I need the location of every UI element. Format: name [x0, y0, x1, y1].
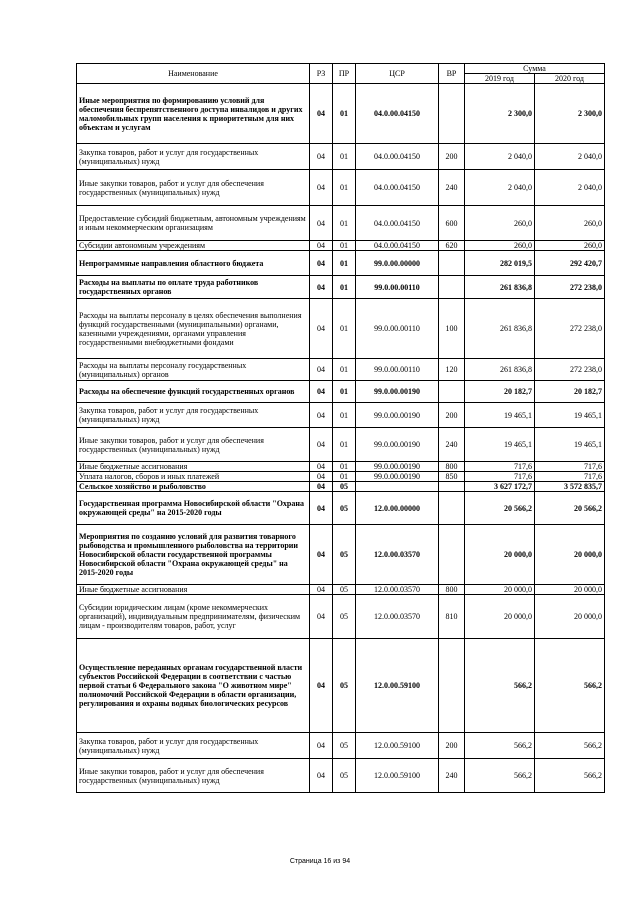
- row-sum-2020: 3 572 835,7: [535, 482, 605, 492]
- row-sum-2020: 272 238,0: [535, 276, 605, 299]
- row-vr: [439, 525, 465, 585]
- row-rz: 04: [310, 299, 333, 359]
- budget-table: [76, 63, 605, 793]
- header-sum: Сумма: [465, 64, 605, 74]
- row-vr: 600: [439, 206, 465, 241]
- row-name: Закупка товаров, работ и услуг для государственных (муниципальных) нужд: [77, 403, 310, 428]
- row-sum-2020: 717,6: [535, 462, 605, 472]
- row-name: Мероприятия по созданию условий для развития товарного рыбоводства и промышленного рыболовства на территории Новосибирской области государственной программы Новосибирской области "Охрана окружающей среды" на 2015-2020 годы: [77, 525, 310, 585]
- row-csr: 12.0.00.59100: [356, 759, 439, 793]
- table-row: [77, 639, 605, 733]
- row-csr: 04.0.00.04150: [356, 84, 439, 144]
- row-csr: 99.0.00.00190: [356, 462, 439, 472]
- row-sum-2020: 566,2: [535, 639, 605, 733]
- row-csr: 99.0.00.00190: [356, 403, 439, 428]
- row-sum-2020: 20 182,7: [535, 381, 605, 403]
- row-name: Закупка товаров, работ и услуг для государственных (муниципальных) нужд: [77, 733, 310, 759]
- row-sum-2019: 566,2: [465, 759, 535, 793]
- row-vr: 620: [439, 241, 465, 251]
- row-pr: 01: [333, 206, 356, 241]
- row-rz: 04: [310, 639, 333, 733]
- row-rz: 04: [310, 525, 333, 585]
- row-name: Расходы на обеспечение функций государственных органов: [77, 381, 310, 403]
- row-rz: 04: [310, 733, 333, 759]
- row-sum-2019: 261 836,8: [465, 359, 535, 381]
- row-pr: 05: [333, 525, 356, 585]
- header-rz: РЗ: [310, 64, 333, 84]
- row-vr: [439, 251, 465, 276]
- row-csr: 99.0.00.00110: [356, 276, 439, 299]
- row-name: Уплата налогов, сборов и иных платежей: [77, 472, 310, 482]
- row-sum-2019: 717,6: [465, 462, 535, 472]
- row-sum-2019: 19 465,1: [465, 428, 535, 462]
- row-pr: 01: [333, 276, 356, 299]
- row-pr: 01: [333, 241, 356, 251]
- row-vr: [439, 381, 465, 403]
- row-sum-2020: 272 238,0: [535, 299, 605, 359]
- row-name: Непрограммные направления областного бюджета: [77, 251, 310, 276]
- row-sum-2019: 566,2: [465, 733, 535, 759]
- row-sum-2020: 272 238,0: [535, 359, 605, 381]
- table-row: [77, 381, 605, 403]
- row-sum-2020: 20 000,0: [535, 525, 605, 585]
- row-pr: 01: [333, 381, 356, 403]
- row-vr: 240: [439, 428, 465, 462]
- row-name: Иные закупки товаров, работ и услуг для обеспечения государственных (муниципальных) нужд: [77, 759, 310, 793]
- row-vr: 200: [439, 733, 465, 759]
- table-row: [77, 144, 605, 170]
- row-sum-2020: 566,2: [535, 733, 605, 759]
- row-rz: 04: [310, 144, 333, 170]
- table-row: [77, 759, 605, 793]
- row-vr: 120: [439, 359, 465, 381]
- row-vr: [439, 84, 465, 144]
- row-sum-2019: 282 019,5: [465, 251, 535, 276]
- table-row: [77, 206, 605, 241]
- row-csr: 04.0.00.04150: [356, 144, 439, 170]
- row-sum-2020: 2 300,0: [535, 84, 605, 144]
- header-name: Наименование: [77, 64, 310, 84]
- row-name: Субсидии юридическим лицам (кроме некоммерческих организаций), индивидуальным предпринимателям, физическим лицам - производителям товаров, работ, услуг: [77, 595, 310, 639]
- row-sum-2020: 2 040,0: [535, 144, 605, 170]
- row-rz: 04: [310, 206, 333, 241]
- table-row: [77, 472, 605, 482]
- row-csr: 99.0.00.00000: [356, 251, 439, 276]
- table-body: [77, 84, 605, 793]
- row-name: Расходы на выплаты по оплате труда работников государственных органов: [77, 276, 310, 299]
- row-vr: [439, 492, 465, 525]
- row-csr: 12.0.00.59100: [356, 639, 439, 733]
- row-rz: 04: [310, 170, 333, 206]
- row-vr: 800: [439, 585, 465, 595]
- row-sum-2020: 717,6: [535, 472, 605, 482]
- row-sum-2019: 566,2: [465, 639, 535, 733]
- row-csr: 04.0.00.04150: [356, 170, 439, 206]
- row-vr: [439, 276, 465, 299]
- table-row: [77, 84, 605, 144]
- table-row: [77, 595, 605, 639]
- table-row: [77, 403, 605, 428]
- row-csr: 04.0.00.04150: [356, 241, 439, 251]
- row-rz: 04: [310, 482, 333, 492]
- row-pr: 05: [333, 482, 356, 492]
- row-rz: 04: [310, 359, 333, 381]
- row-pr: 05: [333, 759, 356, 793]
- table-row: [77, 241, 605, 251]
- table-row: [77, 482, 605, 492]
- row-name: Иные бюджетные ассигнования: [77, 462, 310, 472]
- row-csr: 99.0.00.00190: [356, 472, 439, 482]
- row-sum-2020: 19 465,1: [535, 428, 605, 462]
- row-sum-2020: 20 000,0: [535, 585, 605, 595]
- row-vr: 850: [439, 472, 465, 482]
- row-vr: [439, 482, 465, 492]
- row-rz: 04: [310, 595, 333, 639]
- page-footer: Страница 16 из 94: [289, 858, 351, 865]
- row-csr: 12.0.00.59100: [356, 733, 439, 759]
- row-name: Расходы на выплаты персоналу в целях обеспечения выполнения функций государственными (муниципальными) органами, казенными учреждениями, органами управления государственными внебюджетными фондами: [77, 299, 310, 359]
- row-csr: 12.0.00.00000: [356, 492, 439, 525]
- row-rz: 04: [310, 585, 333, 595]
- row-rz: 04: [310, 472, 333, 482]
- row-pr: 01: [333, 472, 356, 482]
- row-sum-2019: 20 182,7: [465, 381, 535, 403]
- table-row: [77, 299, 605, 359]
- row-sum-2020: 260,0: [535, 241, 605, 251]
- row-sum-2020: 20 566,2: [535, 492, 605, 525]
- row-sum-2020: 19 465,1: [535, 403, 605, 428]
- table-row: [77, 359, 605, 381]
- row-name: Иные мероприятия по формированию условий для обеспечения беспрепятственного доступа инвалидов и других маломобильных групп населения к приоритетным для них объектам и услугам: [77, 84, 310, 144]
- row-sum-2019: 19 465,1: [465, 403, 535, 428]
- row-sum-2019: 261 836,8: [465, 276, 535, 299]
- row-rz: 04: [310, 462, 333, 472]
- row-sum-2019: 2 040,0: [465, 144, 535, 170]
- row-name: Иные закупки товаров, работ и услуг для обеспечения государственных (муниципальных) нужд: [77, 170, 310, 206]
- row-rz: 04: [310, 276, 333, 299]
- row-sum-2019: 260,0: [465, 206, 535, 241]
- table-row: [77, 251, 605, 276]
- row-sum-2019: 20 000,0: [465, 525, 535, 585]
- table-row: [77, 585, 605, 595]
- row-vr: 200: [439, 403, 465, 428]
- row-pr: 01: [333, 428, 356, 462]
- row-csr: 99.0.00.00190: [356, 381, 439, 403]
- header-year-2020: 2020 год: [535, 74, 605, 84]
- row-sum-2019: 2 300,0: [465, 84, 535, 144]
- table-row: [77, 492, 605, 525]
- row-csr: 99.0.00.00190: [356, 428, 439, 462]
- row-sum-2019: 261 836,8: [465, 299, 535, 359]
- row-pr: 01: [333, 403, 356, 428]
- row-rz: 04: [310, 428, 333, 462]
- row-vr: 100: [439, 299, 465, 359]
- row-name: Иные закупки товаров, работ и услуг для обеспечения государственных (муниципальных) нужд: [77, 428, 310, 462]
- row-name: Субсидии автономным учреждениям: [77, 241, 310, 251]
- row-name: Осуществление переданных органам государственной власти субъектов Российской Федерации в соответствии с частью первой статьи 6 Федерального закона "О животном мире" полномочий Российской Федерации в области организации, регулирования и охраны водных биологических ресурсов: [77, 639, 310, 733]
- row-name: Сельское хозяйство и рыболовство: [77, 482, 310, 492]
- row-name: Государственная программа Новосибирской области "Охрана окружающей среды" на 2015-2020 годы: [77, 492, 310, 525]
- row-csr: 99.0.00.00110: [356, 299, 439, 359]
- row-pr: 05: [333, 733, 356, 759]
- table-row: [77, 733, 605, 759]
- row-rz: 04: [310, 403, 333, 428]
- header-year-2019: 2019 год: [465, 74, 535, 84]
- table-row: [77, 428, 605, 462]
- row-sum-2019: 260,0: [465, 241, 535, 251]
- row-csr: 12.0.00.03570: [356, 595, 439, 639]
- row-pr: 01: [333, 462, 356, 472]
- table-row: [77, 276, 605, 299]
- row-sum-2020: 2 040,0: [535, 170, 605, 206]
- header-vr: ВР: [439, 64, 465, 84]
- row-csr: 12.0.00.03570: [356, 585, 439, 595]
- table-row: [77, 525, 605, 585]
- row-rz: 04: [310, 251, 333, 276]
- row-rz: 04: [310, 759, 333, 793]
- row-rz: 04: [310, 381, 333, 403]
- row-rz: 04: [310, 84, 333, 144]
- row-pr: 01: [333, 251, 356, 276]
- row-vr: 240: [439, 759, 465, 793]
- row-sum-2019: 20 000,0: [465, 595, 535, 639]
- row-sum-2020: 260,0: [535, 206, 605, 241]
- row-rz: 04: [310, 492, 333, 525]
- row-name: Иные бюджетные ассигнования: [77, 585, 310, 595]
- row-vr: 240: [439, 170, 465, 206]
- row-sum-2020: 566,2: [535, 759, 605, 793]
- row-pr: 01: [333, 299, 356, 359]
- row-csr: [356, 482, 439, 492]
- row-name: Предоставление субсидий бюджетным, автономным учреждениям и иным некоммерческим организациям: [77, 206, 310, 241]
- row-rz: 04: [310, 241, 333, 251]
- row-sum-2019: 2 040,0: [465, 170, 535, 206]
- row-pr: 05: [333, 595, 356, 639]
- row-vr: 810: [439, 595, 465, 639]
- row-sum-2020: 292 420,7: [535, 251, 605, 276]
- row-pr: 01: [333, 359, 356, 381]
- row-sum-2019: 717,6: [465, 472, 535, 482]
- header-pr: ПР: [333, 64, 356, 84]
- row-vr: 200: [439, 144, 465, 170]
- row-sum-2019: 20 000,0: [465, 585, 535, 595]
- row-csr: 04.0.00.04150: [356, 206, 439, 241]
- row-pr: 05: [333, 639, 356, 733]
- row-csr: 12.0.00.03570: [356, 525, 439, 585]
- row-vr: 800: [439, 462, 465, 472]
- row-name: Расходы на выплаты персоналу государственных (муниципальных) органов: [77, 359, 310, 381]
- row-sum-2019: 3 627 172,7: [465, 482, 535, 492]
- row-sum-2020: 20 000,0: [535, 595, 605, 639]
- table-row: [77, 462, 605, 472]
- row-csr: 99.0.00.00110: [356, 359, 439, 381]
- row-pr: 01: [333, 144, 356, 170]
- row-sum-2019: 20 566,2: [465, 492, 535, 525]
- table-row: [77, 170, 605, 206]
- row-pr: 01: [333, 170, 356, 206]
- row-vr: [439, 639, 465, 733]
- row-pr: 01: [333, 84, 356, 144]
- row-name: Закупка товаров, работ и услуг для государственных (муниципальных) нужд: [77, 144, 310, 170]
- row-pr: 05: [333, 492, 356, 525]
- row-pr: 05: [333, 585, 356, 595]
- header-csr: ЦСР: [356, 64, 439, 84]
